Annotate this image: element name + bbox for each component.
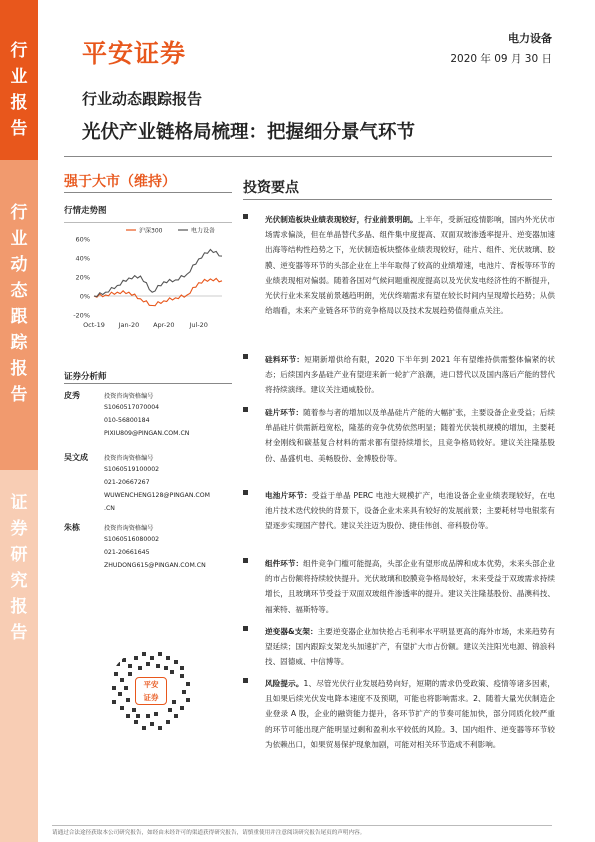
- analyst-email-cont[interactable]: .CN: [104, 505, 115, 512]
- qr-logo: [135, 677, 167, 705]
- key-point: [243, 556, 555, 617]
- sidebar-char: 券: [10, 519, 28, 539]
- qr-logo-text: 证券: [143, 693, 159, 702]
- section-divider: [243, 199, 552, 200]
- analyst-section-title: 证券分析师: [64, 372, 107, 382]
- key-point-heading: 组件环节：: [265, 559, 304, 568]
- bullet-square-icon: [243, 214, 248, 219]
- sidebar-char: 报: [10, 93, 28, 113]
- analyst-license: S1060519100002: [104, 466, 160, 473]
- key-point-body: 上半年，受新冠疫情影响，国内外光伏市场需求偏淡，但在单晶替代多晶、组件集中度提高、双面双玻渗透率提升、逆变器加速出海等结构性趋势之下，光伏制造板块整体业绩表现较好，硅片、组件、光伏玻璃、胶膜、逆变器等环节的头部企业在上半年取得了较高的业绩增速，电池片、背板等环节的业绩表现相对偏弱。随着各国对气候问题重视度提高以及光伏发电经济性的不断提升，光伏行业未来发展前景越趋明朗，光伏终端需求有望在较长时间内呈现增长趋势；从供给端看，未来产业链各环节的竞争格局以及技术发展趋势值得重点关注。: [265, 215, 556, 316]
- sidebar-char: 告: [10, 119, 28, 139]
- x-tick-label: Apr-20: [153, 321, 175, 329]
- sidebar-char: 动: [10, 255, 28, 275]
- analyst-phone: 021-20667267: [104, 479, 150, 486]
- key-point: [243, 212, 555, 318]
- series-line: [94, 278, 222, 305]
- key-point-body: 主要逆变器企业加快抢占毛利率水平明显更高的海外市场，未来趋势有望延续；国内跟踪支架龙头加速扩产，有望扩大市占份额。建议关注阳光电源、锦浪科技、固德威、中信博等。: [265, 627, 555, 667]
- sidebar-block-report-type: [0, 160, 38, 470]
- sidebar-char: 行: [10, 41, 28, 61]
- key-point: [243, 405, 555, 466]
- sidebar-char: 研: [10, 545, 28, 565]
- sector-label: 电力设备: [508, 32, 552, 45]
- sidebar-char: 业: [10, 67, 28, 87]
- series-line: [94, 250, 222, 297]
- analyst-qualification: 投资咨询资格编号: [104, 525, 154, 532]
- sidebar-block-report: [0, 0, 38, 160]
- key-point-heading: 风险提示。: [265, 679, 304, 688]
- x-tick-label: Oct-19: [83, 321, 105, 329]
- report-date: 2020 年 09 月 30 日: [450, 53, 552, 65]
- report-title: 光伏产业链格局梳理：把握细分景气环节: [82, 122, 416, 143]
- footer-disclaimer: 请通过合法途径获取本公司研究报告，如经由未经许可的渠道获得研究报告，请慎重使用并注意阅读研究报告尾页的声明内容。: [52, 830, 366, 836]
- sidebar-char: 证: [10, 493, 28, 513]
- company-logo: 平安证券: [82, 39, 187, 68]
- analyst-name: 朱栋: [64, 523, 80, 532]
- key-point: [243, 624, 555, 670]
- price-trend-chart: [64, 222, 232, 334]
- key-point-text: [265, 624, 555, 670]
- key-point-heading: 硅片环节：: [265, 408, 304, 417]
- analyst-license: S1060517070004: [104, 404, 160, 411]
- bullet-square-icon: [243, 407, 248, 412]
- key-point-text: [265, 488, 555, 534]
- sidebar-char: 告: [10, 623, 28, 643]
- sidebar-block-research: [0, 470, 38, 842]
- sidebar-char: 究: [10, 571, 28, 591]
- bullet-square-icon: [243, 626, 248, 631]
- analyst-divider: [64, 383, 232, 384]
- rating-divider: [64, 192, 232, 193]
- key-point-text: [265, 352, 555, 398]
- analyst-license: S1060516080002: [104, 536, 160, 543]
- sidebar-char: 态: [10, 281, 28, 301]
- key-point-body: 短期新增供给有限，2020 下半年到 2021 年有望维持供需整体偏紧的状态；后续国内多晶硅产业有望迎来新一轮扩产浪潮，进口替代以及国内落后产能的替代将持续演绎。建议关注通威股份。: [265, 355, 556, 395]
- sidebar-char: 告: [10, 385, 28, 405]
- key-point-body: 组件竞争门槛可能提高，头部企业有望形成品牌和成本优势，未来头部企业的市占份额将持续较快提升。光伏玻璃和胶膜竞争格局较好，未来受益于双玻需求持续增长，且玻璃环节受益于双面双玻组件渗透率的提升。建议关注隆基股份、晶澳科技、福莱特、福斯特等。: [265, 559, 556, 614]
- analyst-name: 吴文成: [64, 453, 88, 462]
- analyst-qualification: 投资咨询资格编号: [104, 393, 154, 400]
- report-type: 行业动态跟踪报告: [82, 90, 203, 108]
- bullet-square-icon: [243, 354, 248, 359]
- analyst-name: 皮秀: [64, 391, 80, 400]
- chart-svg: [64, 223, 232, 335]
- analyst-qualification: 投资咨询资格编号: [104, 455, 154, 462]
- sidebar-char: 业: [10, 229, 28, 249]
- x-tick-label: Jul-20: [189, 321, 208, 329]
- y-tick-label: -20%: [73, 311, 90, 320]
- key-point-body: 受益于单晶 PERC 电池大规模扩产，电池设备企业业绩表现较好，在电池片技术迭代较快的背景下，设备企业未来具有较好的发展前景；主要耗材导电银浆有望逐步实现国产替代。建议关注迈为股份、捷佳伟创、帝科股份等。: [265, 491, 556, 531]
- analyst-email[interactable]: WUWENCHENG128@PINGAN.COM: [104, 492, 210, 499]
- chart-label: 行情走势图: [64, 206, 107, 216]
- legend-label: 沪深300: [139, 227, 163, 235]
- qr-code[interactable]: [108, 648, 194, 734]
- legend-label: 电力设备: [191, 227, 216, 235]
- y-tick-label: 40%: [75, 254, 90, 263]
- analyst-phone: 010-56800184: [104, 417, 150, 424]
- x-tick-label: Jan-20: [118, 321, 140, 329]
- key-point-text: [265, 676, 555, 752]
- key-point: [243, 488, 555, 534]
- key-point-text: [265, 556, 555, 617]
- header-divider: [64, 156, 552, 157]
- sidebar-char: 报: [10, 597, 28, 617]
- bullet-square-icon: [243, 490, 248, 495]
- key-point-heading: 电池片环节：: [265, 491, 312, 500]
- key-point-body: 随着参与者的增加以及单晶硅片产能的大幅扩张，主要设备企业受益；后续单晶硅片供需新趋宽松，隆基的竞争优势依然明显；随着光伏装机规模的增加，主要耗材金刚线和碳基复合材料的需求都有望持续增长，且竞争格局较好。建议关注隆基股份、晶盛机电、美畅股份、金博股份等。: [265, 408, 556, 463]
- key-point-heading: 光伏制造板块业绩表现较好，行业前景明朗。: [265, 215, 418, 224]
- key-point: [243, 676, 555, 752]
- key-point: [243, 352, 555, 398]
- sidebar-char: 踪: [10, 333, 28, 353]
- bullet-square-icon: [243, 558, 248, 563]
- analyst-email[interactable]: PIXIU809@PINGAN.COM.CN: [104, 430, 190, 437]
- footer-divider: [52, 825, 552, 826]
- industry-rating: 强于大市（维持）: [64, 174, 176, 190]
- key-point-heading: 逆变器&支架：: [265, 627, 318, 636]
- analyst-phone: 021-20661645: [104, 549, 150, 556]
- y-tick-label: 20%: [75, 273, 90, 282]
- key-point-text: [265, 405, 555, 466]
- sidebar-char: 报: [10, 359, 28, 379]
- y-tick-label: 60%: [75, 235, 90, 244]
- key-point-heading: 硅料环节：: [265, 355, 305, 364]
- y-tick-label: 0%: [79, 292, 90, 301]
- sidebar-char: 行: [10, 203, 28, 223]
- qr-logo-text: 平安: [143, 680, 159, 689]
- section-title: 投资要点: [243, 180, 299, 196]
- analyst-email[interactable]: ZHUDONG615@PINGAN.COM.CN: [104, 562, 206, 569]
- bullet-square-icon: [243, 678, 248, 683]
- key-point-text: [265, 212, 555, 318]
- key-point-body: 1、尽管光伏行业发展趋势向好，短期的需求仍受政策、疫情等诸多因素，且如果后续光伏发电降本速度不及预期，可能也将影响需求。2、随着大量光伏制造企业登录 A 股，企业的融资能力提升，各环节扩产的节奏可能加快，部分同质化较严重的环节可能出现产能明显过剩和盈利水平较低的风险。3、国内组件、逆变器等环节较为依赖出口，如果贸易保护现象加剧，可能对相关环节造成不利影响。: [265, 679, 556, 749]
- sidebar-char: 跟: [10, 307, 28, 327]
